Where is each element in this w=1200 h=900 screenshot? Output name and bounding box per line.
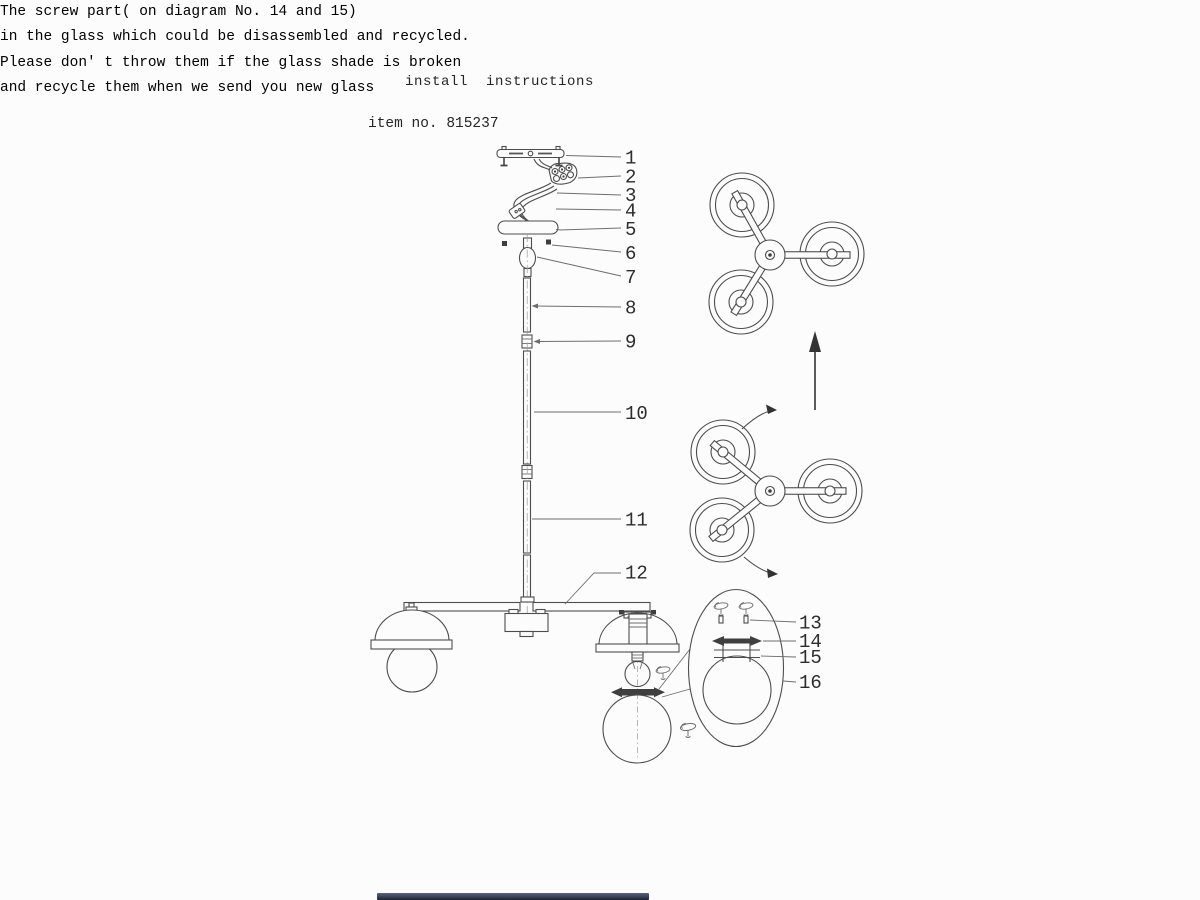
part-number-16: 16 bbox=[799, 672, 822, 694]
wire-clamp bbox=[508, 203, 525, 219]
part-number-10: 10 bbox=[625, 403, 648, 425]
glass-globe bbox=[603, 695, 671, 763]
callout-line bbox=[659, 649, 690, 689]
part-number-3: 3 bbox=[625, 185, 637, 207]
up-arrow-icon bbox=[809, 331, 821, 410]
right-lamp-exploded bbox=[596, 610, 696, 763]
dome-shade bbox=[375, 610, 449, 641]
mounting-bracket bbox=[497, 147, 564, 167]
part-number-4: 4 bbox=[625, 200, 637, 223]
canopy-screw bbox=[502, 241, 507, 246]
glass-screw bbox=[744, 616, 748, 623]
glass-screw bbox=[719, 616, 723, 623]
screw-icon bbox=[680, 722, 696, 737]
part-number-15: 15 bbox=[799, 647, 822, 669]
footer-line: in the glass which could be disassembled and recycled. bbox=[0, 29, 470, 46]
footer-line: and recycle them when we send you new glass bbox=[0, 80, 375, 97]
bracket-screw bbox=[556, 158, 563, 166]
center-hub bbox=[505, 610, 548, 637]
part-number-6: 6 bbox=[625, 243, 637, 265]
part-number-11: 11 bbox=[625, 509, 648, 532]
collar-ring-detail bbox=[712, 636, 762, 646]
part-number-7: 7 bbox=[625, 267, 637, 289]
left-lamp-assembly bbox=[371, 603, 452, 692]
part-number-9: 9 bbox=[625, 331, 637, 354]
arm-top-view bbox=[731, 191, 850, 316]
screw-icon bbox=[714, 602, 729, 616]
part-number-13: 13 bbox=[799, 612, 822, 635]
part-number-1: 1 bbox=[625, 147, 637, 170]
canopy-screw bbox=[546, 240, 551, 245]
hub-top-view bbox=[755, 240, 785, 270]
hub-top-view bbox=[755, 476, 785, 506]
footer-line: Please don' t throw them if the glass shade is broken bbox=[0, 54, 462, 71]
item-number: item no. 815237 bbox=[368, 116, 499, 132]
collar-ring bbox=[611, 687, 665, 697]
screw-icon bbox=[739, 602, 754, 616]
bottom-edge-bar bbox=[377, 893, 649, 900]
part-number-8: 8 bbox=[625, 297, 637, 320]
page-title: install instructions bbox=[405, 74, 595, 90]
rotate-arrow-icon bbox=[742, 405, 777, 430]
bracket-screw bbox=[501, 158, 508, 166]
rotate-arrow-icon bbox=[744, 557, 778, 578]
callout-line bbox=[662, 689, 690, 697]
part-number-14: 14 bbox=[799, 631, 822, 653]
part-number-12: 12 bbox=[625, 562, 648, 585]
threaded-ring-detail bbox=[714, 644, 760, 663]
top-view-before bbox=[709, 173, 864, 334]
glass-globe-detail bbox=[703, 656, 771, 724]
part-number-2: 2 bbox=[625, 166, 637, 189]
callout-ellipse bbox=[689, 590, 784, 747]
detail-callout bbox=[659, 590, 784, 747]
footer-line: The screw part( on diagram No. 14 and 15) bbox=[0, 4, 357, 20]
terminal-block bbox=[549, 163, 577, 184]
ceiling-canopy bbox=[498, 221, 561, 234]
main-assembly bbox=[371, 147, 696, 764]
part-number-5: 5 bbox=[625, 219, 637, 241]
top-view-after bbox=[690, 405, 862, 579]
